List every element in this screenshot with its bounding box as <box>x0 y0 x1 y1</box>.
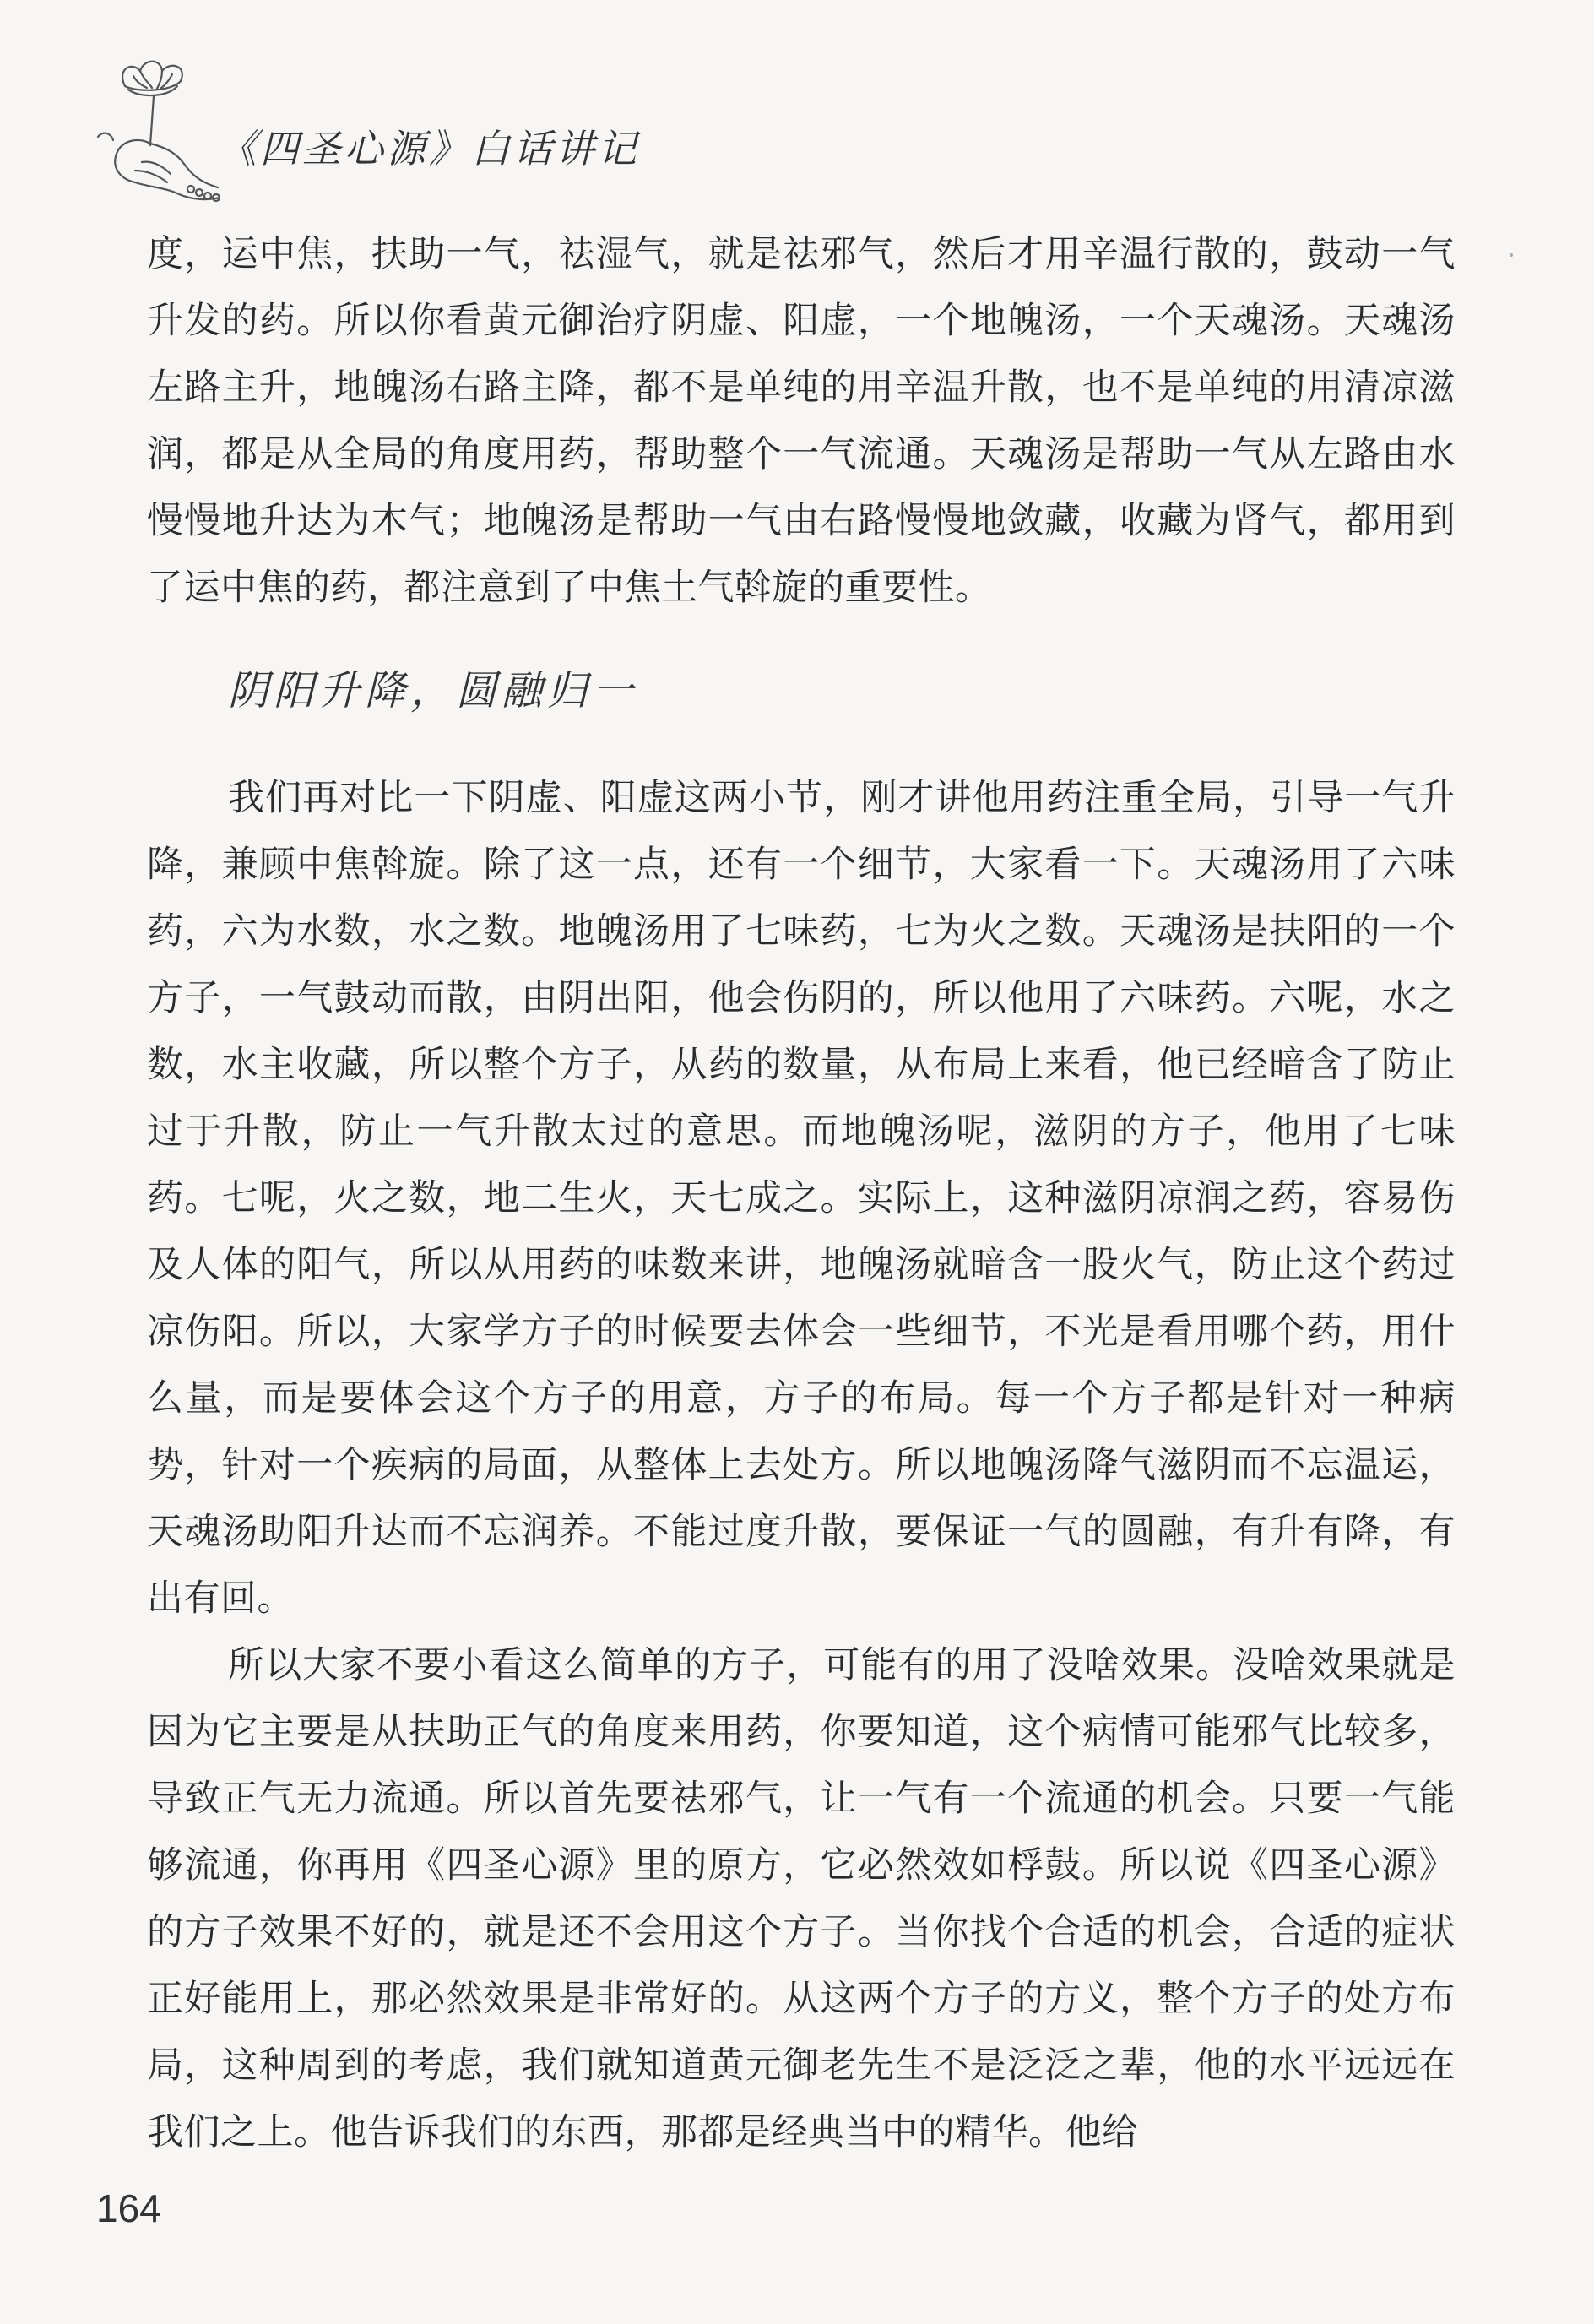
page-number: 164 <box>96 2186 161 2230</box>
book-title: 《四圣心源》白话讲记 <box>218 126 640 171</box>
lotus-hand-icon <box>91 52 235 213</box>
paragraph: 我们再对比一下阴虚、阳虚这两小节，刚才讲他用药注重全局，引导一气升降，兼顾中焦斡旋。除了这一点，还有一个细节，大家看一下。天魂汤用了六味药，六为水数，水之数。地魄汤用了七味药，七为火之数。天魂汤是扶阳的一个方子，一气鼓动而散，由阴出阳，他会伤阴的，所以他用了六味药。六呢，水之数，水主收藏，所以整个方子，从药的数量，从布局上来看，他已经暗含了防止过于升散，防止一气升散太过的意思。而地魄汤呢，滋阴的方子，他用了七味药。七呢，火之数，地二生火，天七成之。实际上，这种滋阴凉润之药，容易伤及人体的阳气，所以从用药的味数来讲，地魄汤就暗含一股火气，防止这个药过凉伤阳。所以，大家学方子的时候要去体会一些细节，不光是看用哪个药，用什么量，而是要体会这个方子的用意，方子的布局。每一个方子都是针对一种病势，针对一个疾病的局面，从整体上去处方。所以地魄汤降气滋阴而不忘温运，天魂汤助阳升达而不忘润养。不能过度升散，要保证一气的圆融，有升有降，有出有回。 <box>147 777 1456 1620</box>
main-text <box>147 221 1456 2166</box>
paragraph: 所以大家不要小看这么简单的方子，可能有的用了没啥效果。没啥效果就是因为它主要是从扶助正气的角度来用药，你要知道，这个病情可能邪气比较多，导致正气无力流通。所以首先要祛邪气，让一气有一个流通的机会。只要一气能够流通，你再用《四圣心源》里的原方，它必然效如桴鼓。所以说《四圣心源》的方子效果不好的，就是还不会用这个方子。当你找个合适的机会，合适的症状正好能用上，那必然效果是非常好的。从这两个方子的方义，整个方子的处方布局，这种周到的考虑，我们就知道黄元御老先生不是泛泛之辈，他的水平远远在我们之上。他告诉我们的东西，那都是经典当中的精华。他给 <box>147 1644 1456 2153</box>
margin-dot <box>1510 253 1513 257</box>
section-title: 阴阳升降，圆融归一 <box>228 667 639 714</box>
paragraph: 度，运中焦，扶助一气，祛湿气，就是祛邪气，然后才用辛温行散的，鼓动一气升发的药。所以你看黄元御治疗阴虚、阳虚，一个地魄汤，一个天魂汤。天魂汤左路主升，地魄汤右路主降，都不是单纯的用辛温升散，也不是单纯的用清凉滋润，都是从全局的角度用药，帮助整个一气流通。天魂汤是帮助一气从左路由水慢慢地升达为木气；地魄汤是帮助一气由右路慢慢地敛藏，收藏为肾气，都用到了运中焦的药，都注意到了中焦土气斡旋的重要性。 <box>147 233 1456 609</box>
